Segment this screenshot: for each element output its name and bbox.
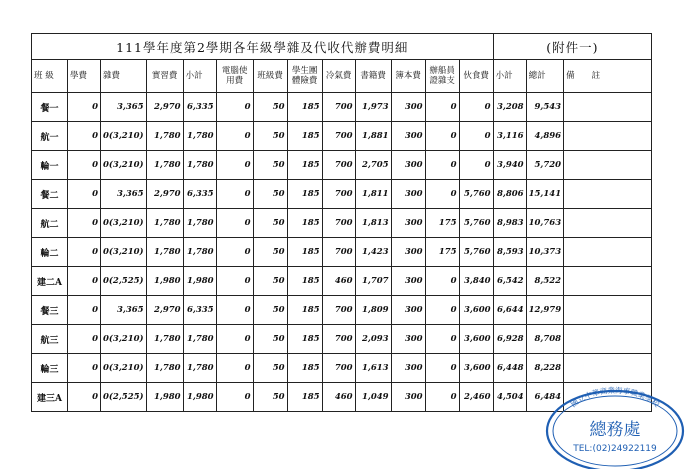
cell-sub2: 3,116 xyxy=(493,122,526,151)
cell-computer: 0 xyxy=(216,151,253,180)
cell-tuition: 0 xyxy=(68,325,101,354)
cell-total: 6,484 xyxy=(526,383,564,412)
table-row xyxy=(32,296,652,325)
header-insurance-line2: 體險費 xyxy=(291,76,318,86)
cell-sub1: 1,780 xyxy=(183,122,216,151)
cell-books: 1,049 xyxy=(355,383,391,412)
cell-misc: 0(2,525) xyxy=(101,383,147,412)
cell-tuition: 0 xyxy=(68,122,101,151)
cell-classfee: 50 xyxy=(253,180,287,209)
cell-total: 4,896 xyxy=(526,122,564,151)
cell-diary: 300 xyxy=(391,93,425,122)
cell-ins: 185 xyxy=(287,209,322,238)
cell-classfee: 50 xyxy=(253,325,287,354)
cell-sub2: 6,542 xyxy=(493,267,526,296)
cell-misc: 0(3,210) xyxy=(101,209,147,238)
cell-air: 700 xyxy=(322,325,355,354)
cell-sub2: 8,983 xyxy=(493,209,526,238)
cell-seal: 175 xyxy=(425,209,459,238)
table-row xyxy=(32,93,652,122)
header-tuition: 學費 xyxy=(68,60,101,93)
cell-books: 1,811 xyxy=(355,180,391,209)
cell-sub1: 1,780 xyxy=(183,151,216,180)
cell-tuition: 0 xyxy=(68,238,101,267)
title-row xyxy=(32,34,652,60)
cell-classfee: 50 xyxy=(253,354,287,383)
header-seal-line2: 證雜支 xyxy=(429,76,455,86)
cell-sub1: 1,780 xyxy=(183,238,216,267)
cell-sub1: 1,780 xyxy=(183,354,216,383)
cell-practice: 1,780 xyxy=(146,122,183,151)
cell-meal: 3,840 xyxy=(459,267,493,296)
table-row xyxy=(32,151,652,180)
cell-total: 8,708 xyxy=(526,325,564,354)
cell-sub1: 1,780 xyxy=(183,325,216,354)
cell-ins: 185 xyxy=(287,180,322,209)
header-subtotal1: 小計 xyxy=(183,60,216,93)
cell-sub1: 1,780 xyxy=(183,209,216,238)
cell-practice: 1,780 xyxy=(146,238,183,267)
cell-misc: 0(3,210) xyxy=(101,354,147,383)
cell-air: 700 xyxy=(322,238,355,267)
cell-seal: 175 xyxy=(425,238,459,267)
cell-seal: 0 xyxy=(425,296,459,325)
cell-remark xyxy=(564,296,652,325)
cell-remark xyxy=(564,93,652,122)
header-practice: 實習費 xyxy=(146,60,183,93)
cell-practice: 1,980 xyxy=(146,383,183,412)
cell-practice: 2,970 xyxy=(146,296,183,325)
cell-ins: 185 xyxy=(287,122,322,151)
header-row xyxy=(32,60,652,93)
cell-sub1: 6,335 xyxy=(183,180,216,209)
cell-misc: 3,365 xyxy=(101,93,147,122)
cell-practice: 2,970 xyxy=(146,180,183,209)
header-aircon: 冷氣費 xyxy=(322,60,355,93)
cell-books: 1,613 xyxy=(355,354,391,383)
cell-computer: 0 xyxy=(216,93,253,122)
stamp-phone: TEL:(02)24922119 xyxy=(573,444,657,454)
cell-meal: 2,460 xyxy=(459,383,493,412)
cell-meal: 0 xyxy=(459,93,493,122)
cell-diary: 300 xyxy=(391,151,425,180)
cell-ins: 185 xyxy=(287,383,322,412)
cell-meal: 5,760 xyxy=(459,180,493,209)
cell-misc: 3,365 xyxy=(101,296,147,325)
cell-sub2: 6,448 xyxy=(493,354,526,383)
cell-tuition: 0 xyxy=(68,296,101,325)
header-misc: 雜費 xyxy=(101,60,147,93)
cell-books: 2,705 xyxy=(355,151,391,180)
cell-meal: 3,600 xyxy=(459,325,493,354)
header-classfee: 班級費 xyxy=(253,60,287,93)
cell-seal: 0 xyxy=(425,151,459,180)
cell-computer: 0 xyxy=(216,122,253,151)
cell-diary: 300 xyxy=(391,209,425,238)
cell-practice: 1,980 xyxy=(146,267,183,296)
cell-meal: 5,760 xyxy=(459,238,493,267)
cell-computer: 0 xyxy=(216,209,253,238)
cell-air: 700 xyxy=(322,93,355,122)
cell-remark xyxy=(564,151,652,180)
cell-classfee: 50 xyxy=(253,238,287,267)
cell-total: 12,979 xyxy=(526,296,564,325)
table-row xyxy=(32,325,652,354)
cell-books: 1,423 xyxy=(355,238,391,267)
cell-classfee: 50 xyxy=(253,267,287,296)
cell-ins: 185 xyxy=(287,151,322,180)
cell-air: 460 xyxy=(322,267,355,296)
cell-sub2: 8,593 xyxy=(493,238,526,267)
cell-total: 9,543 xyxy=(526,93,564,122)
stamp-office: 總務處 xyxy=(589,420,641,440)
cell-air: 700 xyxy=(322,209,355,238)
cell-cls: 餐一 xyxy=(32,93,68,122)
cell-seal: 0 xyxy=(425,180,459,209)
cell-tuition: 0 xyxy=(68,383,101,412)
cell-total: 8,522 xyxy=(526,267,564,296)
cell-remark xyxy=(564,238,652,267)
cell-cls: 輪一 xyxy=(32,151,68,180)
cell-air: 700 xyxy=(322,122,355,151)
cell-books: 1,881 xyxy=(355,122,391,151)
cell-air: 460 xyxy=(322,383,355,412)
header-total: 總計 xyxy=(526,60,564,93)
cell-cls: 建三A xyxy=(32,383,68,412)
cell-remark xyxy=(564,180,652,209)
cell-books: 1,809 xyxy=(355,296,391,325)
cell-classfee: 50 xyxy=(253,296,287,325)
cell-diary: 300 xyxy=(391,325,425,354)
table-row xyxy=(32,267,652,296)
cell-cls: 航二 xyxy=(32,209,68,238)
cell-cls: 輪三 xyxy=(32,354,68,383)
cell-practice: 2,970 xyxy=(146,93,183,122)
cell-total: 8,228 xyxy=(526,354,564,383)
cell-misc: 3,365 xyxy=(101,180,147,209)
header-computer-line1: 電腦使 xyxy=(221,66,248,76)
cell-books: 2,093 xyxy=(355,325,391,354)
cell-practice: 1,780 xyxy=(146,209,183,238)
cell-meal: 3,600 xyxy=(459,354,493,383)
cell-books: 1,973 xyxy=(355,93,391,122)
cell-sub1: 6,335 xyxy=(183,93,216,122)
cell-practice: 1,780 xyxy=(146,325,183,354)
cell-practice: 1,780 xyxy=(146,354,183,383)
cell-meal: 5,760 xyxy=(459,209,493,238)
header-remark: 備 註 xyxy=(564,60,652,93)
cell-classfee: 50 xyxy=(253,93,287,122)
cell-ins: 185 xyxy=(287,296,322,325)
cell-diary: 300 xyxy=(391,122,425,151)
cell-air: 700 xyxy=(322,296,355,325)
office-stamp xyxy=(540,377,690,469)
cell-tuition: 0 xyxy=(68,209,101,238)
cell-computer: 0 xyxy=(216,383,253,412)
cell-classfee: 50 xyxy=(253,209,287,238)
annex-label: (附件一) xyxy=(493,34,652,60)
cell-classfee: 50 xyxy=(253,151,287,180)
cell-ins: 185 xyxy=(287,267,322,296)
cell-cls: 建二A xyxy=(32,267,68,296)
cell-seal: 0 xyxy=(425,267,459,296)
cell-ins: 185 xyxy=(287,238,322,267)
table-title: 111學年度第2學期各年級學雜及代收代辦費明細 xyxy=(32,34,494,60)
cell-diary: 300 xyxy=(391,296,425,325)
cell-ins: 185 xyxy=(287,354,322,383)
cell-classfee: 50 xyxy=(253,383,287,412)
header-seal xyxy=(425,60,459,93)
cell-tuition: 0 xyxy=(68,267,101,296)
cell-remark xyxy=(564,325,652,354)
cell-meal: 0 xyxy=(459,122,493,151)
cell-ins: 185 xyxy=(287,93,322,122)
cell-cls: 輪二 xyxy=(32,238,68,267)
cell-tuition: 0 xyxy=(68,180,101,209)
table-row xyxy=(32,209,652,238)
cell-cls: 航一 xyxy=(32,122,68,151)
cell-total: 10,763 xyxy=(526,209,564,238)
cell-air: 700 xyxy=(322,180,355,209)
fee-table xyxy=(31,33,652,412)
cell-computer: 0 xyxy=(216,354,253,383)
header-diary: 簿本費 xyxy=(391,60,425,93)
cell-misc: 0(3,210) xyxy=(101,238,147,267)
cell-sub1: 6,335 xyxy=(183,296,216,325)
cell-remark xyxy=(564,209,652,238)
table-row xyxy=(32,180,652,209)
cell-computer: 0 xyxy=(216,325,253,354)
cell-remark xyxy=(564,267,652,296)
cell-ins: 185 xyxy=(287,325,322,354)
cell-sub1: 1,980 xyxy=(183,267,216,296)
cell-diary: 300 xyxy=(391,180,425,209)
cell-remark xyxy=(564,122,652,151)
cell-total: 15,141 xyxy=(526,180,564,209)
cell-seal: 0 xyxy=(425,93,459,122)
cell-seal: 0 xyxy=(425,383,459,412)
cell-classfee: 50 xyxy=(253,122,287,151)
cell-tuition: 0 xyxy=(68,93,101,122)
cell-sub2: 3,208 xyxy=(493,93,526,122)
header-insurance-line1: 學生團 xyxy=(291,66,318,76)
cell-misc: 0(3,210) xyxy=(101,122,147,151)
table-row xyxy=(32,238,652,267)
cell-computer: 0 xyxy=(216,296,253,325)
cell-cls: 航三 xyxy=(32,325,68,354)
header-class: 班 級 xyxy=(32,60,68,93)
cell-sub2: 6,928 xyxy=(493,325,526,354)
cell-computer: 0 xyxy=(216,267,253,296)
cell-cls: 餐三 xyxy=(32,296,68,325)
cell-misc: 0(2,525) xyxy=(101,267,147,296)
cell-cls: 餐二 xyxy=(32,180,68,209)
cell-diary: 300 xyxy=(391,238,425,267)
cell-meal: 0 xyxy=(459,151,493,180)
cell-books: 1,707 xyxy=(355,267,391,296)
cell-diary: 300 xyxy=(391,354,425,383)
cell-sub2: 8,806 xyxy=(493,180,526,209)
cell-tuition: 0 xyxy=(68,354,101,383)
cell-seal: 0 xyxy=(425,325,459,354)
cell-misc: 0(3,210) xyxy=(101,325,147,354)
cell-books: 1,813 xyxy=(355,209,391,238)
cell-air: 700 xyxy=(322,151,355,180)
cell-sub2: 4,504 xyxy=(493,383,526,412)
cell-computer: 0 xyxy=(216,180,253,209)
header-computer-line2: 用費 xyxy=(226,76,244,86)
cell-diary: 300 xyxy=(391,383,425,412)
header-subtotal2: 小計 xyxy=(493,60,526,93)
cell-total: 5,720 xyxy=(526,151,564,180)
cell-air: 700 xyxy=(322,354,355,383)
table-body xyxy=(32,93,652,412)
cell-meal: 3,600 xyxy=(459,296,493,325)
header-books: 書籍費 xyxy=(355,60,391,93)
cell-practice: 1,780 xyxy=(146,151,183,180)
cell-computer: 0 xyxy=(216,238,253,267)
cell-total: 10,373 xyxy=(526,238,564,267)
table-row xyxy=(32,122,652,151)
cell-sub1: 1,980 xyxy=(183,383,216,412)
cell-diary: 300 xyxy=(391,267,425,296)
cell-seal: 0 xyxy=(425,354,459,383)
cell-tuition: 0 xyxy=(68,151,101,180)
header-meal: 伙食費 xyxy=(459,60,493,93)
header-insurance xyxy=(287,60,322,93)
stamp-org: 國立中華商業海事職業學校 xyxy=(568,385,662,409)
cell-seal: 0 xyxy=(425,122,459,151)
header-computer xyxy=(216,60,253,93)
header-seal-line1: 辦船員 xyxy=(429,66,455,76)
cell-misc: 0(3,210) xyxy=(101,151,147,180)
cell-sub2: 3,940 xyxy=(493,151,526,180)
cell-sub2: 6,644 xyxy=(493,296,526,325)
